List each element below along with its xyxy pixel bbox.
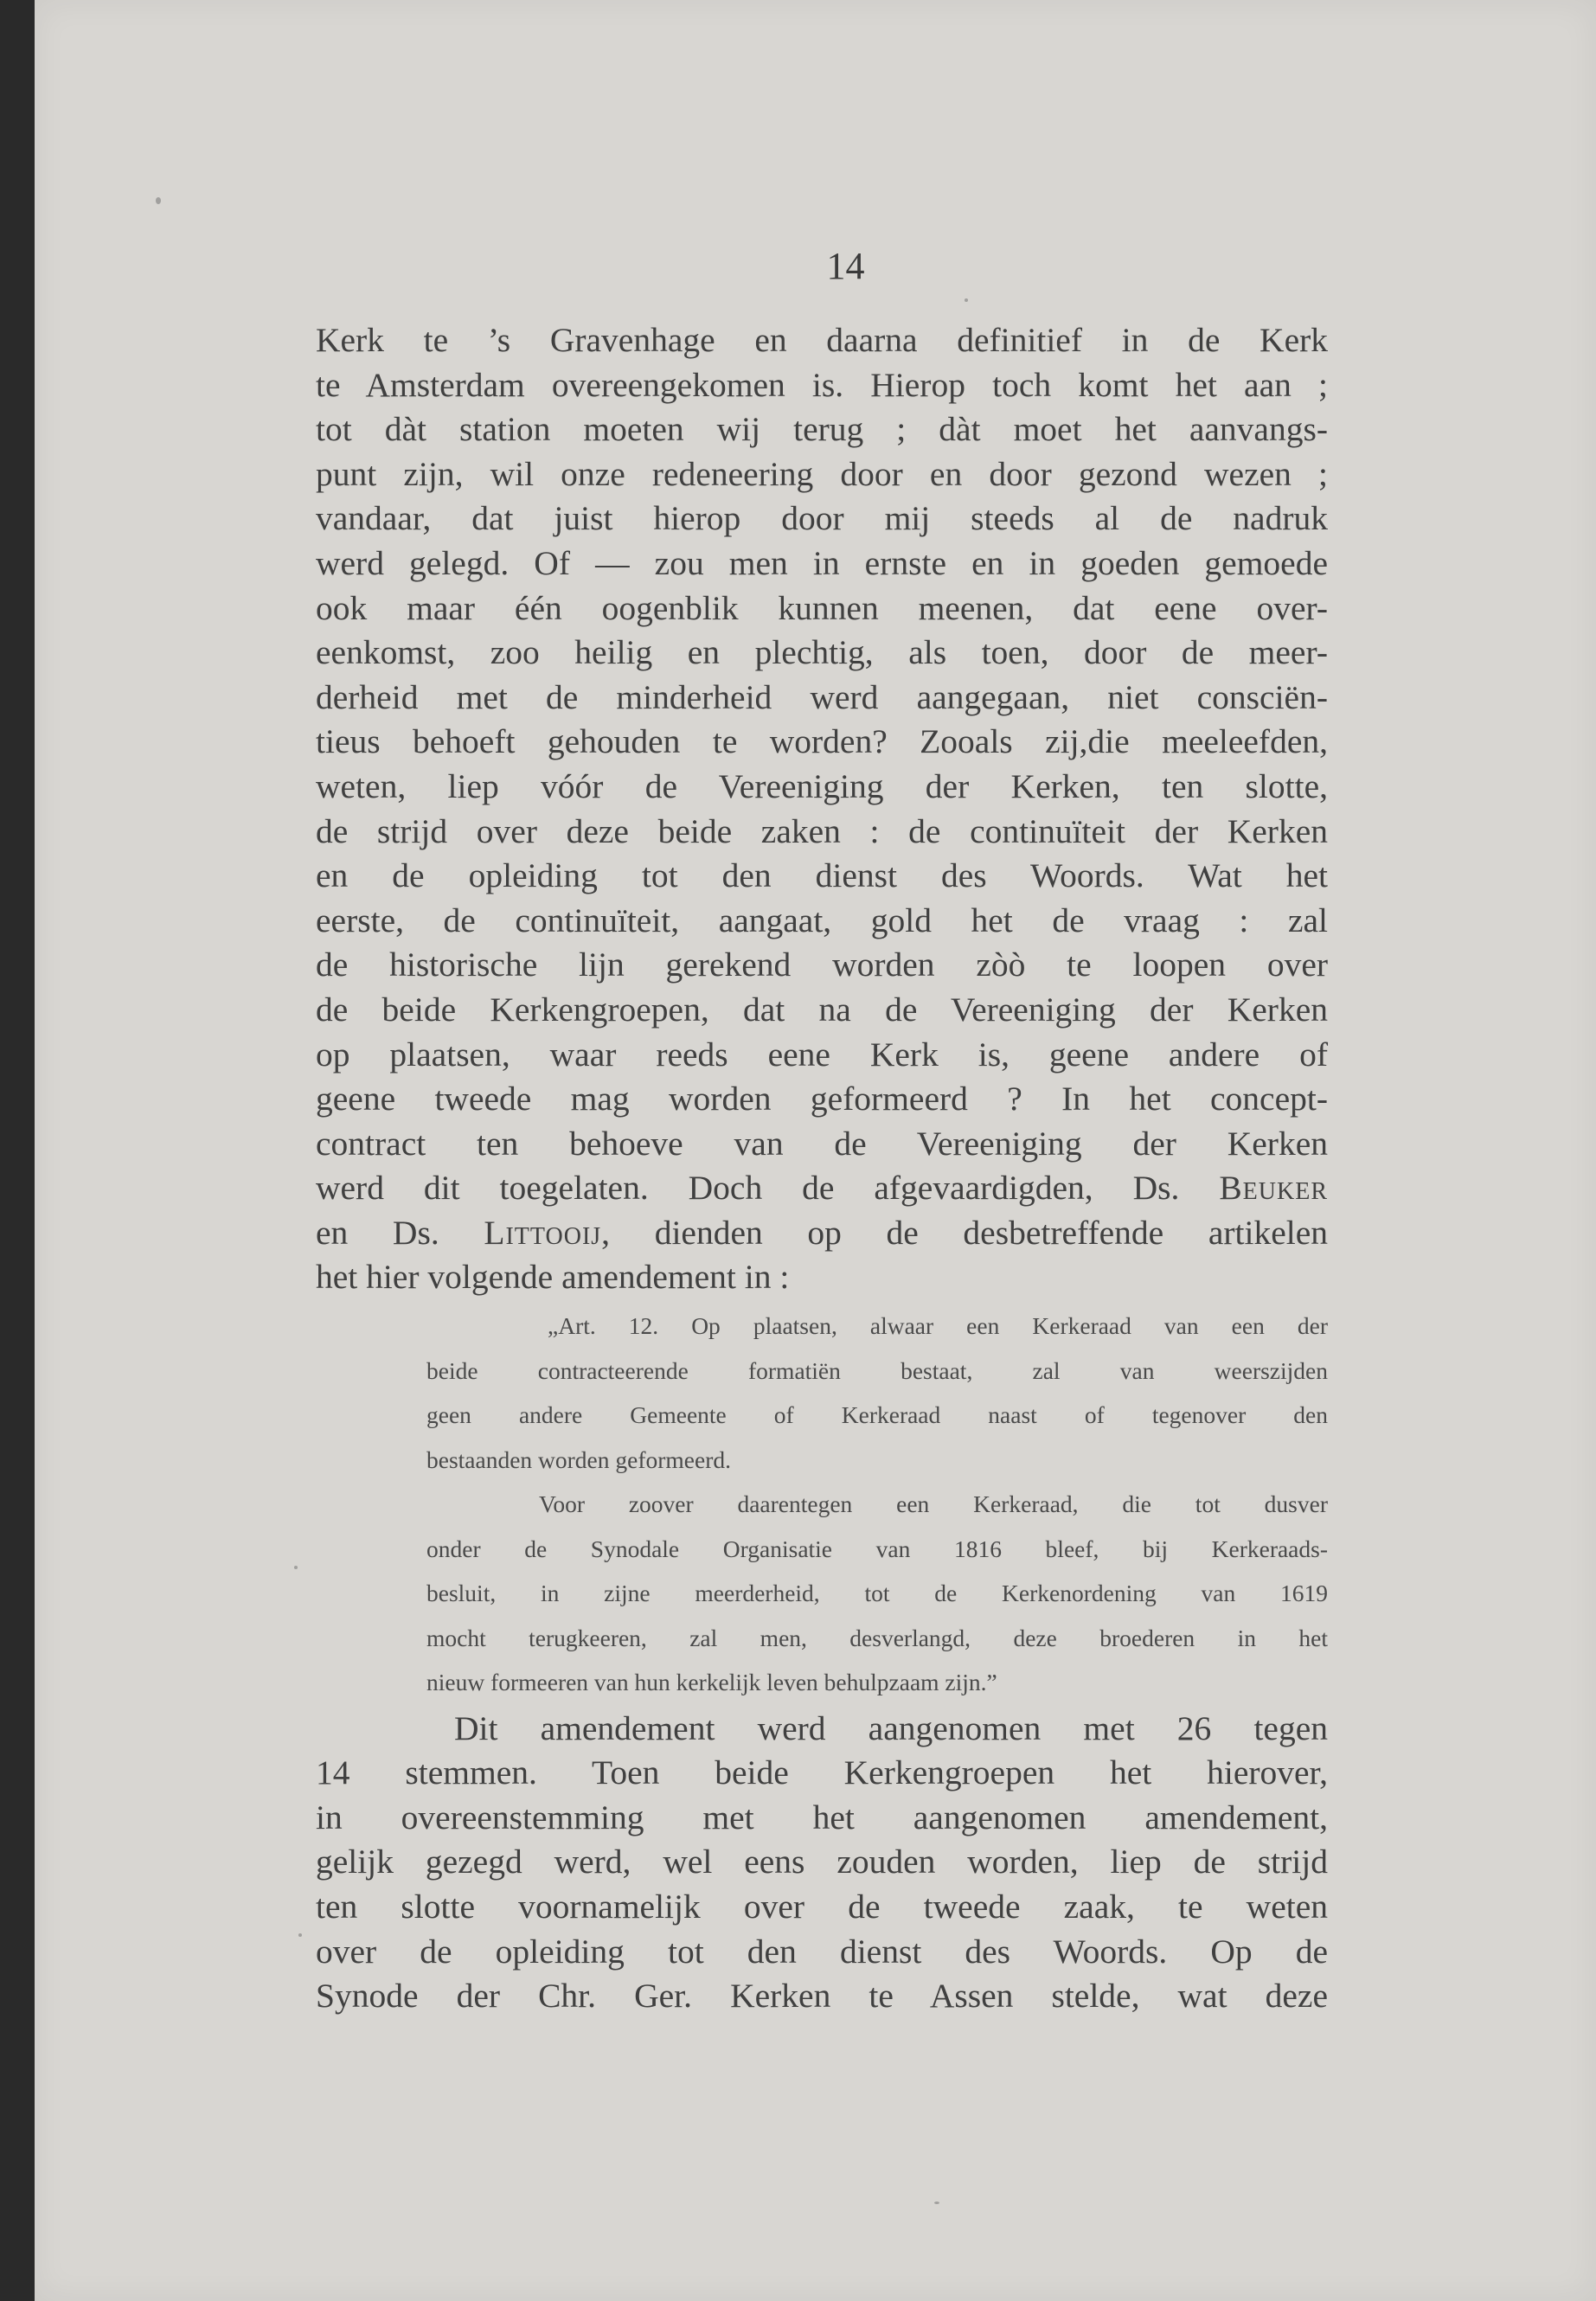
quote-line: bestaanden worden geformeerd.: [426, 1445, 731, 1473]
text-line: werd gelegd. Of — zou men in ernste en in goeden gemoede: [316, 543, 1328, 582]
quote-line: besluit, in zijne meerderheid, tot de Kerkenordening van 1619: [426, 1580, 1328, 1607]
text-line-start: en Ds.: [316, 1213, 484, 1252]
text-line: te Amsterdam overeengekomen is. Hierop toch komt het aan ;: [316, 365, 1328, 404]
print-speck: [156, 197, 161, 204]
text-line: eenkomst, zoo heilig en plechtig, als toen, door de meer-: [316, 633, 1328, 672]
quote-line: „Art. 12. Op plaatsen, alwaar een Kerkeraad van een der: [548, 1312, 1328, 1340]
main-text: [316, 318, 1328, 2019]
page-number: 14: [826, 245, 865, 287]
quote-line: mocht terugkeeren, zal men, desverlangd, deze broederen in het: [426, 1624, 1328, 1651]
text-line: gelijk gezegd werd, wel eens zouden worden, liep de strijd: [316, 1843, 1328, 1881]
text-line: 14 stemmen. Toen beide Kerkengroepen het hierover,: [316, 1753, 1328, 1792]
quote-line: geen andere Gemeente of Kerkeraad naast of tegenover den: [426, 1401, 1328, 1429]
print-speck: [298, 1933, 302, 1937]
text-line: [316, 1166, 1328, 1211]
text-line: derheid met de minderheid werd aangegaan, niet consciën-: [316, 677, 1328, 716]
text-line: in overeenstemming met het aangenomen amendement,: [316, 1798, 1328, 1836]
text-line: ook maar één oogenblik kunnen meenen, dat eene over-: [316, 588, 1328, 627]
text-line-start: werd dit toegelaten. Doch de afgevaardigden, Ds.: [316, 1169, 1220, 1208]
block-quote: [316, 1304, 1328, 1705]
text-line: Dit amendement werd aangenomen met 26 tegen: [454, 1708, 1328, 1747]
text-line: tot dàt station moeten wij terug ; dàt moet het aanvangs-: [316, 410, 1328, 449]
text-line: de historische lijn gerekend worden zòò te loopen over: [316, 945, 1328, 984]
text-line: de beide Kerkengroepen, dat na de Vereeniging der Kerken: [316, 990, 1328, 1029]
text-line: Synode der Chr. Ger. Kerken te Assen stelde, wat deze: [316, 1977, 1328, 2016]
text-line: tieus behoeft gehouden te worden? Zooals zij,die meeleefden,: [316, 722, 1328, 761]
text-line: eerste, de continuïteit, aangaat, gold het de vraag : zal: [316, 901, 1328, 939]
author-name-littooij: Littooij: [484, 1213, 602, 1252]
paragraph-2: [316, 1707, 1328, 2019]
text-line: [316, 1211, 1328, 1256]
text-line: contract ten behoeve van de Vereeniging der Kerken: [316, 1124, 1328, 1163]
print-speck: [934, 2202, 939, 2204]
text-line: weten, liep vóór de Vereeniging der Kerken, ten slotte,: [316, 766, 1328, 805]
text-line-end: , dienden op de desbetreffende artikelen: [601, 1213, 1328, 1252]
book-page: [35, 0, 1596, 2301]
text-line: op plaatsen, waar reeds eene Kerk is, geene andere of: [316, 1035, 1328, 1074]
text-line: de strijd over deze beide zaken : de continuïteit der Kerken: [316, 811, 1328, 850]
text-line: vandaar, dat juist hierop door mij steeds al de nadruk: [316, 499, 1328, 538]
text-line: over de opleiding tot den dienst des Woords. Op de: [316, 1932, 1328, 1971]
text-line: ten slotte voornamelijk over de tweede zaak, te weten: [316, 1887, 1328, 1926]
text-line: punt zijn, wil onze redeneering door en door gezond wezen ;: [316, 454, 1328, 493]
quote-line: nieuw formeeren van hun kerkelijk leven behulpzaam zijn.”: [426, 1669, 997, 1696]
text-line: geene tweede mag worden geformeerd ? In het concept-: [316, 1080, 1328, 1118]
paragraph-1: [316, 318, 1328, 1300]
print-speck: [965, 298, 968, 302]
print-speck: [294, 1566, 298, 1569]
author-name-beuker: Beuker: [1219, 1169, 1328, 1208]
text-line: en de opleiding tot den dienst des Woords. Wat het: [316, 856, 1328, 895]
quote-line: beide contracteerende formatiën bestaat, zal van weerszijden: [426, 1356, 1328, 1384]
quote-line: onder de Synodale Organisatie van 1816 bleef, bij Kerkeraads-: [426, 1535, 1328, 1562]
text-line: Kerk te ’s Gravenhage en daarna definitief in de Kerk: [316, 321, 1328, 359]
text-line: het hier volgende amendement in :: [316, 1258, 790, 1297]
quote-line: Voor zoover daarentegen een Kerkeraad, die tot dusver: [539, 1490, 1328, 1518]
